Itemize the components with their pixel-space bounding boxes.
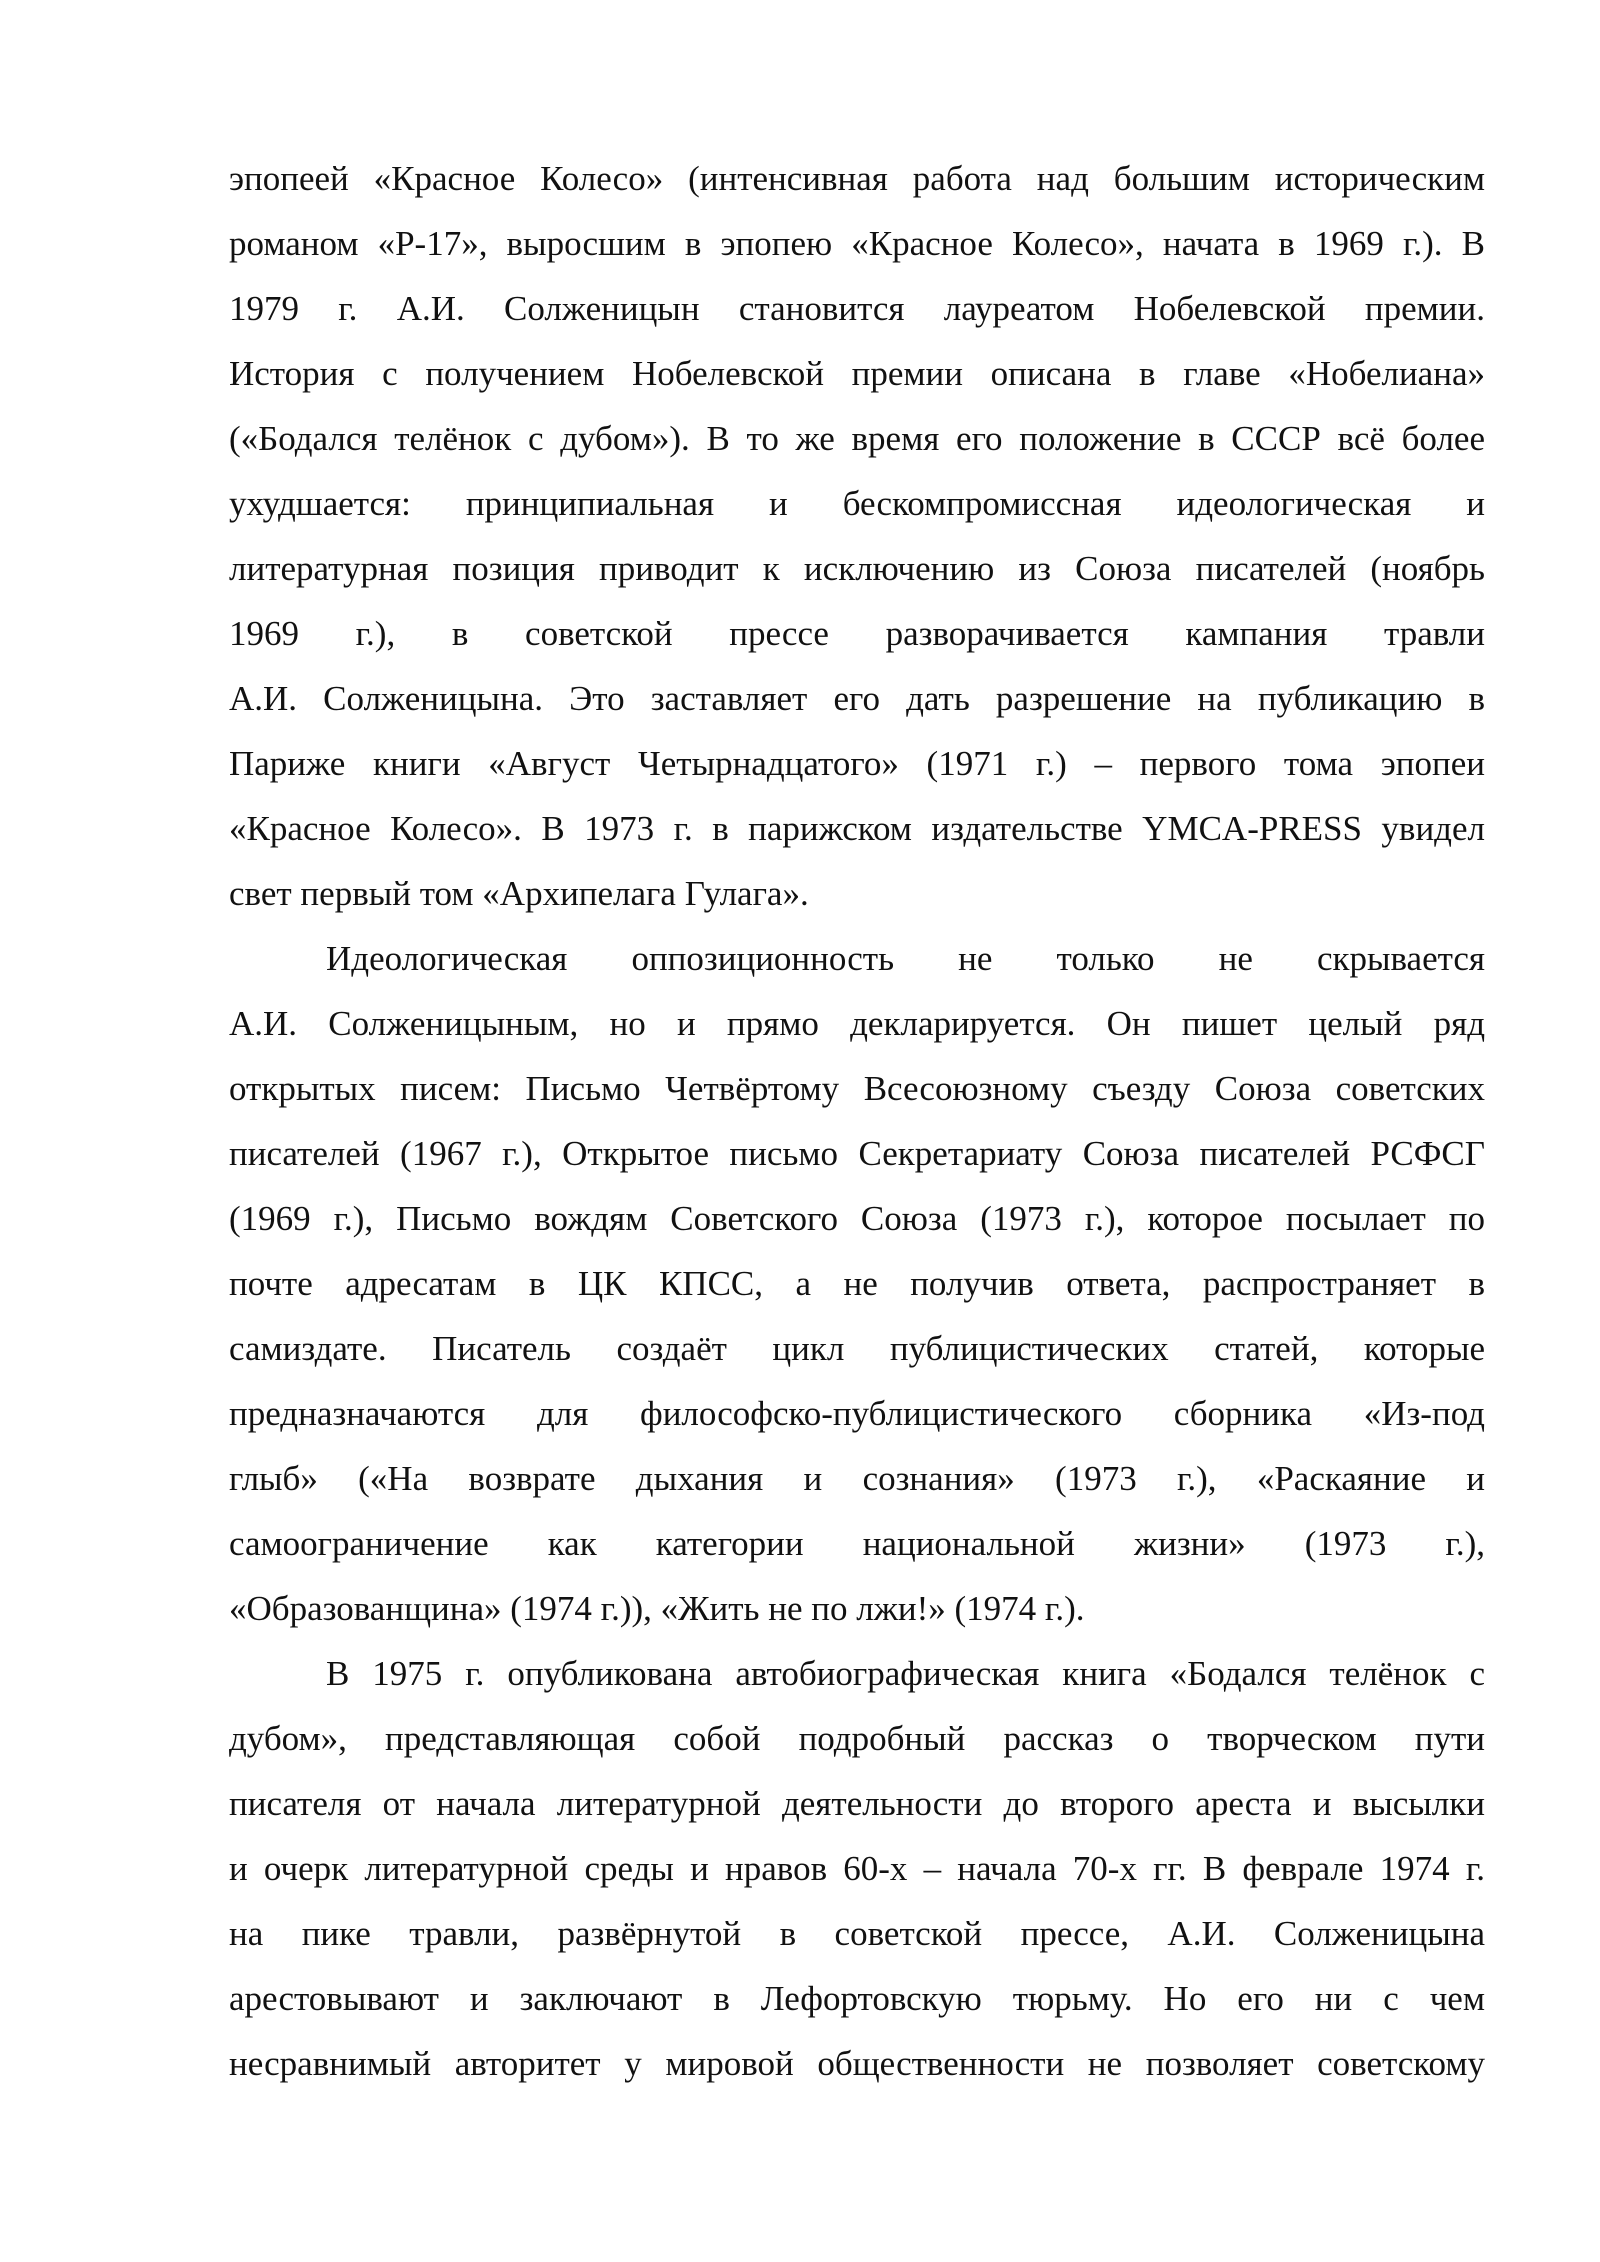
paragraph-first-line: Идеологическая оппозиционность не только не скрывается bbox=[326, 939, 1485, 978]
text-line: Париже книги «Август Четырнадцатого» (1971 г.) – первого тома эпопеи bbox=[229, 744, 1485, 783]
text-line: романом «Р-17», выросшим в эпопею «Красное Колесо», начата в 1969 г.). В bbox=[229, 224, 1485, 263]
text-line: ухудшается: принципиальная и бескомпромиссная идеологическая и bbox=[229, 484, 1485, 523]
paragraph-first-line: В 1975 г. опубликована автобиографическая книга «Бодался телёнок с bbox=[326, 1654, 1485, 1693]
text-line: предназначаются для философско-публицистического сборника «Из-под bbox=[229, 1394, 1485, 1433]
text-line: писателей (1967 г.), Открытое письмо Секретариату Союза писателей РСФСГ bbox=[229, 1134, 1485, 1173]
text-line: («Бодался телёнок с дубом»). В то же время его положение в СССР всё более bbox=[229, 419, 1485, 458]
text-line: А.И. Солженицыным, но и прямо декларируется. Он пишет целый ряд bbox=[229, 1004, 1485, 1043]
text-line: 1969 г.), в советской прессе разворачивается кампания травли bbox=[229, 614, 1485, 653]
text-line: писателя от начала литературной деятельности до второго ареста и высылки bbox=[229, 1784, 1485, 1823]
text-line: на пике травли, развёрнутой в советской прессе, А.И. Солженицына bbox=[229, 1914, 1485, 1953]
text-line: эпопеей «Красное Колесо» (интенсивная работа над большим историческим bbox=[229, 159, 1485, 198]
text-line: почте адресатам в ЦК КПСС, а не получив ответа, распространяет в bbox=[229, 1264, 1485, 1303]
body-text bbox=[229, 146, 1485, 2096]
text-line: свет первый том «Архипелага Гулага». bbox=[229, 874, 809, 913]
text-line: дубом», представляющая собой подробный рассказ о творческом пути bbox=[229, 1719, 1485, 1758]
text-line: А.И. Солженицына. Это заставляет его дать разрешение на публикацию в bbox=[229, 679, 1485, 718]
text-line: (1969 г.), Письмо вождям Советского Союза (1973 г.), которое посылает по bbox=[229, 1199, 1485, 1238]
text-line: 1979 г. А.И. Солженицын становится лауреатом Нобелевской премии. bbox=[229, 289, 1485, 328]
text-line: самиздате. Писатель создаёт цикл публицистических статей, которые bbox=[229, 1329, 1485, 1368]
text-line: самоограничение как категории национальной жизни» (1973 г.), bbox=[229, 1524, 1485, 1563]
text-line: арестовывают и заключают в Лефортовскую тюрьму. Но его ни с чем bbox=[229, 1979, 1485, 2018]
text-line: глыб» («На возврате дыхания и сознания» (1973 г.), «Раскаяние и bbox=[229, 1459, 1485, 1498]
text-line: «Образованщина» (1974 г.)), «Жить не по лжи!» (1974 г.). bbox=[229, 1589, 1085, 1628]
text-line: несравнимый авторитет у мировой общественности не позволяет советскому bbox=[229, 2044, 1485, 2083]
text-line: литературная позиция приводит к исключению из Союза писателей (ноябрь bbox=[229, 549, 1485, 588]
text-line: и очерк литературной среды и нравов 60-х – начала 70-х гг. В феврале 1974 г. bbox=[229, 1849, 1485, 1888]
text-line: «Красное Колесо». В 1973 г. в парижском издательстве YMCA-PRESS увидел bbox=[229, 809, 1485, 848]
text-line: открытых писем: Письмо Четвёртому Всесоюзному съезду Союза советских bbox=[229, 1069, 1485, 1108]
text-line: История с получением Нобелевской премии описана в главе «Нобелиана» bbox=[229, 354, 1485, 393]
